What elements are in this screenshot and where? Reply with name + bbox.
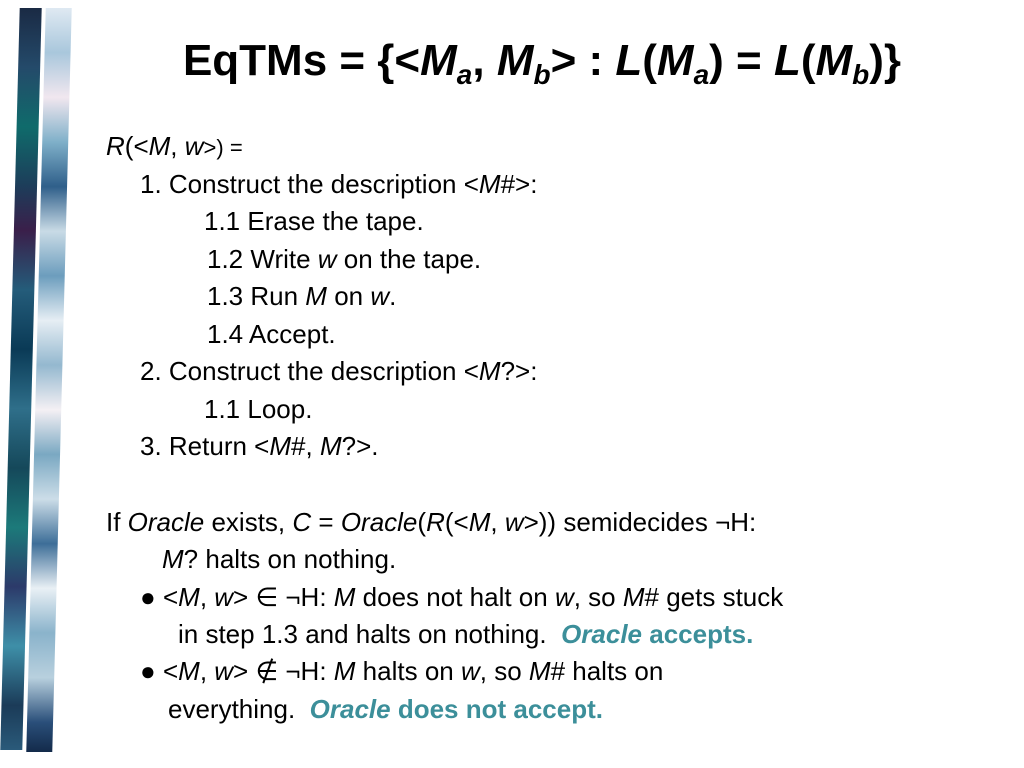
step-2-1: 1.1 Loop.	[204, 394, 313, 424]
bullet-1: ● <M, w> ∈ ¬H: M does not halt on w, so M# gets stuck	[140, 582, 784, 612]
step-3: 3. Return <M#, M?>.	[140, 431, 379, 461]
bullet-1-continued: in step 1.3 and halts on nothing. Oracle accepts.	[178, 619, 754, 649]
slide-title: EqTMs = {$<M_a$, $M_b>$ : $L(M_a) = L(M_b)$}	[182, 36, 902, 90]
if-oracle-line: If Oracle exists, C = Oracle(R(<M, w>)) semidecides ¬H:	[106, 507, 757, 537]
step-1: 1. Construct the description <M#>:	[140, 169, 538, 199]
step-1-1: 1.1 Erase the tape.	[204, 206, 424, 236]
step-1-2: 1.2 Write w on the tape.	[207, 244, 482, 274]
reduction-header: R(<M, w>) =	[106, 131, 243, 161]
bullet-2: ● <M, w> ∉ ¬H: M halts on w, so M# halts on	[140, 656, 664, 686]
bullet-2-continued: everything. Oracle does not accept.	[168, 694, 603, 724]
halts-on-nothing: M? halts on nothing.	[162, 544, 397, 574]
step-2: 2. Construct the description <M?>:	[140, 356, 538, 386]
step-1-4: 1.4 Accept.	[207, 319, 336, 349]
step-1-3: 1.3 Run M on w.	[207, 281, 397, 311]
